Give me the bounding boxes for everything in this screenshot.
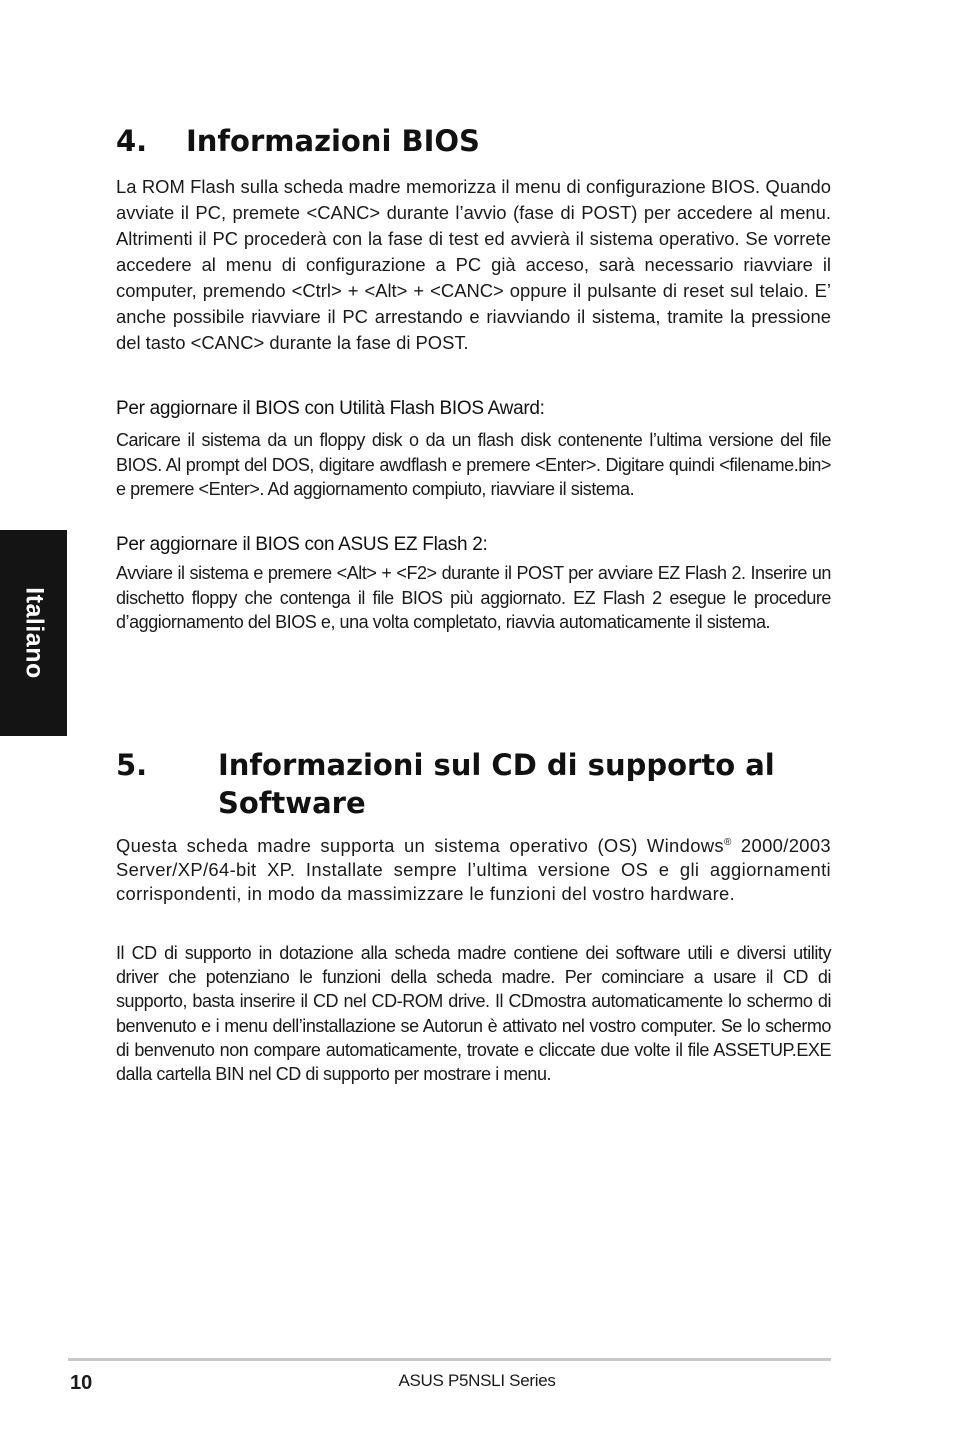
- section-5-title: [116, 746, 778, 822]
- os-support-paragraph: [116, 831, 831, 906]
- support-cd-paragraph: Il CD di supporto in dotazione alla scheda madre contiene dei software utili e diversi utility driver che potenziano le funzioni della scheda madre. Per cominciare a usare il CD di supporto, basta inserire il CD nel CD-ROM drive. Il CDmostra automaticamente lo schermo di benvenuto e i menu dell’installazione se Autorun è attivato nel vostro computer. Se lo schermo di benvenuto non compare automaticamente, trovate e cliccate due volte il file ASSETUP.EXE dalla cartella BIN nel CD di supporto per mostrare i menu.: [116, 943, 831, 1085]
- award-heading-block: [116, 398, 831, 420]
- footer-title: ASUS P5NSLI Series: [398, 1371, 556, 1390]
- language-tab: [0, 530, 67, 736]
- bios-intro-paragraph: La ROM Flash sulla scheda madre memorizza il menu di configurazione BIOS. Quando avviate il PC, premete <CANC> durante l’avvio (fase di POST) per accedere al menu. Altrimenti il PC procederà con la fase di test ed avvierà il sistema operativo. Se vorrete accedere al menu di configurazione a PC già acceso, sarà necessario riavviare il computer, premendo <Ctrl> + <Alt> + <CANC> oppure il pulsante di reset sul telaio. E’ anche possibile riavviare il PC arrestando e riavviando il sistema, tramite la pressione del tasto <CANC> durante la fase di POST.: [116, 176, 831, 353]
- language-tab-label: Italiano: [20, 587, 48, 679]
- section-4-title: [116, 124, 480, 158]
- section-5-paragraph-1: [116, 831, 831, 906]
- section-5-paragraph-2: [116, 941, 831, 1086]
- ezflash-heading-block: [116, 534, 831, 556]
- award-flash-heading: Per aggiornare il BIOS con Utilità Flash BIOS Award:: [116, 398, 545, 419]
- ezflash-heading: Per aggiornare il BIOS con ASUS EZ Flash 2:: [116, 534, 488, 555]
- ezflash-paragraph: Avviare il sistema e premere <Alt> + <F2> durante il POST per avviare EZ Flash 2. Inserire un dischetto floppy che contenga il file BIOS più aggiornato. EZ Flash 2 esegue le procedure d’aggiornamento del BIOS e, una volta completato, riavvia automaticamente il sistema.: [116, 563, 831, 632]
- footer-divider: [68, 1358, 831, 1361]
- page-number: 10: [70, 1372, 93, 1394]
- section-4-title-text: Informazioni BIOS: [186, 124, 480, 158]
- registered-mark: ®: [723, 837, 732, 848]
- section-4-number: 4.: [116, 124, 148, 158]
- award-flash-paragraph: Caricare il sistema da un floppy disk o da un flash disk contenente l’ultima versione del file BIOS. Al prompt del DOS, digitare awdflash e premere <Enter>. Digitare quindi <filename.bin> e premere <Enter>. Ad aggiornamento compiuto, riavviare il sistema.: [116, 430, 831, 499]
- ezflash-body: [116, 561, 831, 635]
- section-4-body: [116, 174, 831, 356]
- os-text-after: 2000/2003 Server/XP/64-bit XP. Installate sempre l’ultima versione OS e gli aggiornamenti corrispondenti, in modo da massimizzare le funzioni del vostro hardware.: [116, 835, 832, 904]
- section-5-title-text: Informazioni sul CD di supporto al Software: [218, 748, 775, 820]
- section-5-number: 5.: [116, 748, 148, 782]
- award-flash-body: [116, 428, 831, 502]
- os-text-before: Questa scheda madre supporta un sistema operativo (OS) Windows: [116, 835, 724, 856]
